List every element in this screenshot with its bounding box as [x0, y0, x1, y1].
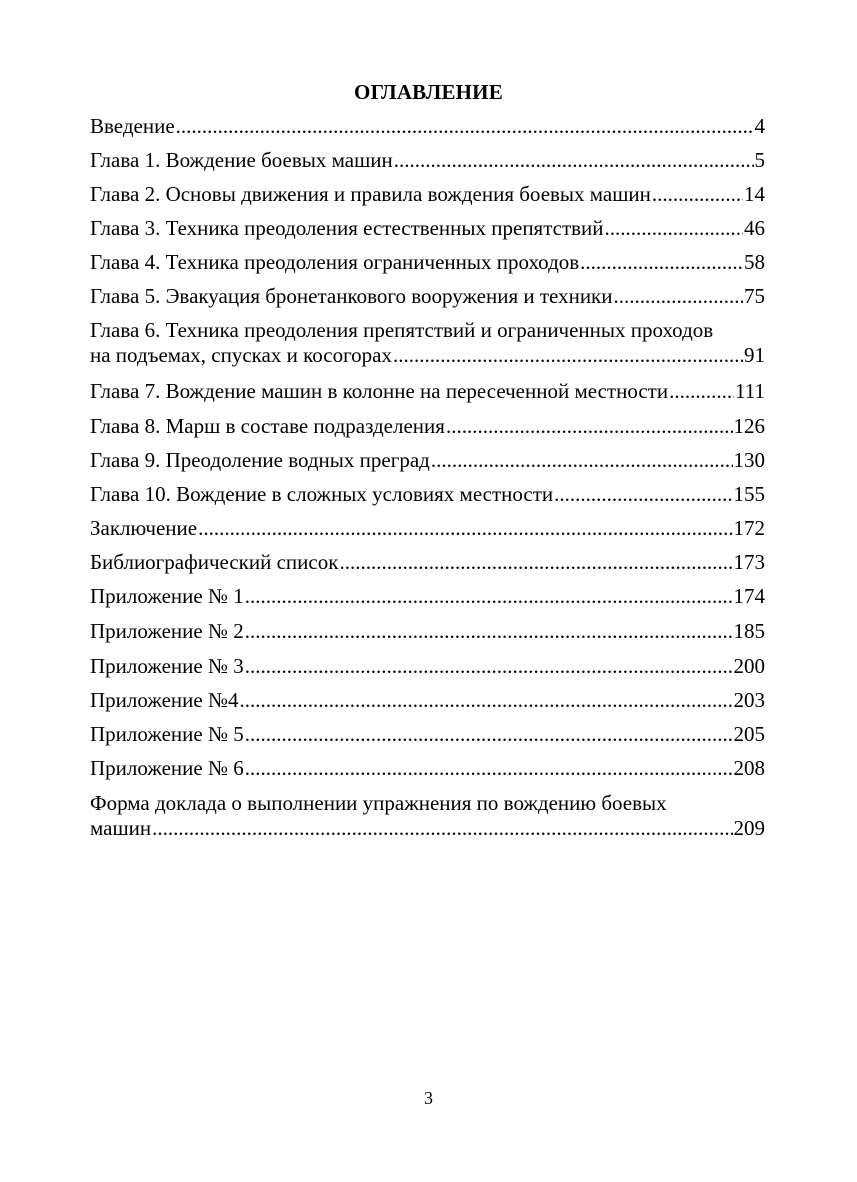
- toc-entry-chapter-1[interactable]: [90, 147, 765, 173]
- toc-entry-chapter-5[interactable]: [90, 283, 765, 309]
- toc-entry-page: 208: [733, 756, 765, 780]
- toc-entry-label: Глава 1. Вождение боевых машин: [90, 148, 393, 172]
- toc-entry-introduction[interactable]: [90, 113, 765, 139]
- toc-entry-appendix-4[interactable]: [90, 687, 765, 713]
- toc-entry-chapter-6[interactable]: [90, 318, 765, 368]
- toc-entry-label: Приложение № 5: [90, 722, 244, 746]
- toc-entry-label: Глава 2. Основы движения и правила вождения боевых машин: [90, 182, 651, 206]
- toc-entry-page: 46: [744, 216, 765, 240]
- toc-entry-label: Приложение № 6: [90, 756, 244, 780]
- toc-entry-chapter-8[interactable]: [90, 413, 765, 439]
- toc-entry-chapter-4[interactable]: [90, 249, 765, 275]
- toc-entry-label: Глава 5. Эвакуация бронетанкового вооружения и техники: [90, 284, 613, 308]
- toc-entry-page: 126: [733, 414, 765, 438]
- toc-entry-label: Глава 7. Вождение машин в колонне на пересеченной местности: [90, 379, 669, 403]
- toc-entry-label-line1: Форма доклада о выполнении упражнения по вождению боевых: [90, 791, 667, 815]
- toc-entry-label: Введение: [90, 114, 175, 138]
- toc-entry-page: 209: [733, 816, 765, 840]
- toc-entry-page: 130: [733, 448, 765, 472]
- toc-entry-page: 185: [733, 619, 765, 643]
- toc-entry-report-form[interactable]: [90, 791, 765, 841]
- toc-entry-label-line2: машин: [90, 816, 152, 840]
- toc-entry-bibliography[interactable]: [90, 549, 765, 575]
- toc-entry-label: Приложение № 1: [90, 584, 244, 608]
- toc-entry-page: 4: [754, 114, 765, 138]
- toc-entry-label: Глава 9. Преодоление водных преград: [90, 448, 430, 472]
- toc-entry-page: 205: [733, 722, 765, 746]
- toc-entry-page: 58: [744, 250, 765, 274]
- toc-entry-appendix-2[interactable]: [90, 618, 765, 644]
- toc-entry-page: 75: [744, 284, 765, 308]
- toc-entry-appendix-1[interactable]: [90, 583, 765, 609]
- toc-entry-label-line2: на подъемах, спусках и косогорах: [90, 343, 392, 367]
- toc-entry-page: 200: [733, 654, 765, 678]
- toc-entry-page: 111: [735, 379, 765, 403]
- toc-entry-page: 172: [733, 516, 765, 540]
- toc-entry-page: 5: [754, 148, 765, 172]
- toc-entry-chapter-10[interactable]: [90, 481, 765, 507]
- toc-entry-page: 155: [733, 482, 765, 506]
- toc-entry-label: Заключение: [90, 516, 198, 540]
- toc-entry-chapter-3[interactable]: [90, 215, 765, 241]
- toc-entry-page: 91: [744, 343, 765, 367]
- toc-entry-page: 203: [733, 688, 765, 712]
- toc-entry-label-line1: Глава 6. Техника преодоления препятствий и ограниченных проходов: [90, 318, 714, 342]
- toc-entry-label: Библиографический список: [90, 550, 339, 574]
- toc-entry-label: Глава 10. Вождение в сложных условиях местности: [90, 482, 554, 506]
- toc-entry-appendix-6[interactable]: [90, 755, 765, 781]
- toc-entry-chapter-7[interactable]: [90, 378, 765, 404]
- toc-entry-appendix-3[interactable]: [90, 653, 765, 679]
- toc-entry-label: Приложение № 3: [90, 654, 244, 678]
- toc-entry-chapter-9[interactable]: [90, 447, 765, 473]
- toc-entry-page: 173: [733, 550, 765, 574]
- toc-entry-label: Глава 8. Марш в составе подразделения: [90, 414, 445, 438]
- toc-entry-page: 174: [733, 584, 765, 608]
- toc-entry-label: Глава 4. Техника преодоления ограниченных проходов: [90, 250, 580, 274]
- toc-entry-conclusion[interactable]: [90, 515, 765, 541]
- toc-entry-page: 14: [744, 182, 765, 206]
- page-number: 3: [424, 1088, 433, 1108]
- toc-title: ОГЛАВЛЕНИЕ: [354, 80, 503, 104]
- toc-entry-label: Приложение №4: [90, 688, 239, 712]
- toc-entry-chapter-2[interactable]: [90, 181, 765, 207]
- toc-entry-appendix-5[interactable]: [90, 721, 765, 747]
- toc-entry-label: Глава 3. Техника преодоления естественных препятствий: [90, 216, 604, 240]
- toc-entry-label: Приложение № 2: [90, 619, 244, 643]
